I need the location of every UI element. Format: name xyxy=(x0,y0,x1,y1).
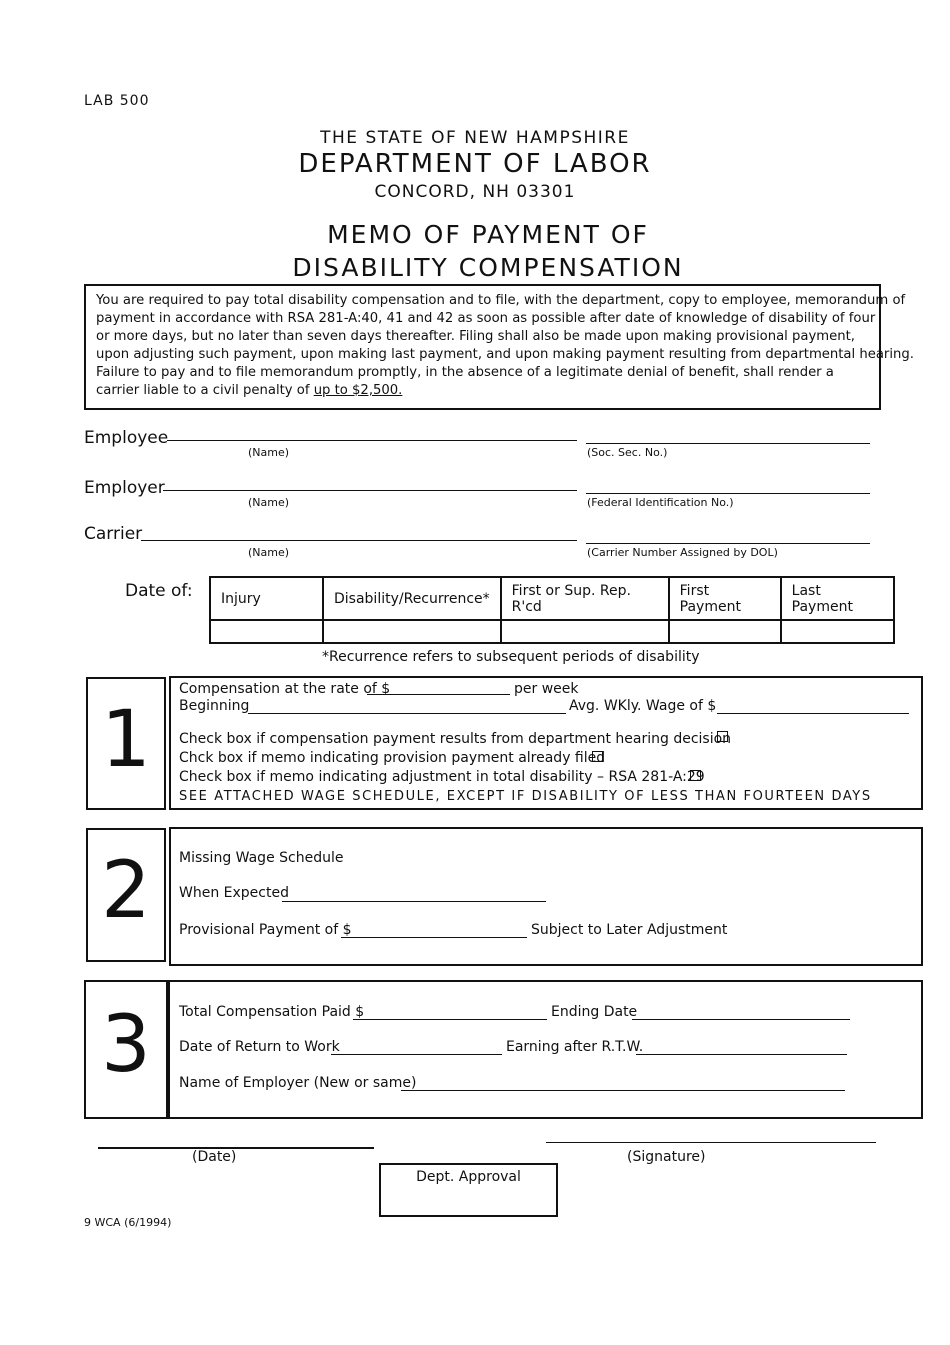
first-payment-date-cell[interactable] xyxy=(669,620,781,643)
signature-caption: (Signature) xyxy=(627,1149,706,1165)
disability-date-cell[interactable] xyxy=(323,620,501,643)
missing-wage-label: Missing Wage Schedule xyxy=(179,850,344,866)
form-id: LAB 500 xyxy=(84,93,150,109)
employee-name-field[interactable] xyxy=(167,440,577,441)
wage-schedule-note: SEE ATTACHED WAGE SCHEDULE, EXCEPT IF DISABILITY OF LESS THAN FOURTEEN DAYS xyxy=(179,789,872,804)
per-week-label: per week xyxy=(514,681,579,697)
adjustment-checkbox-label: Check box if memo indicating adjustment in total disability – RSA 281-A:29 xyxy=(179,769,705,785)
ending-date-label: Ending Date xyxy=(551,1004,638,1020)
section2-number-box xyxy=(86,828,166,962)
last-payment-date-cell[interactable] xyxy=(781,620,894,643)
notice-line: upon adjusting such payment, upon making last payment, and upon making payment resulting from departmental hearing. xyxy=(96,347,914,362)
notice-line: You are required to pay total disability compensation and to file, with the department, copy to employee, memorandum of xyxy=(96,293,906,308)
form-title-line1: MEMO OF PAYMENT OF xyxy=(327,220,649,249)
section3-number-box xyxy=(84,980,168,1119)
avg-wage-field[interactable] xyxy=(717,713,909,714)
section1-number-box xyxy=(86,677,166,810)
return-date-label: Date of Return to Work xyxy=(179,1039,340,1055)
carrier-number-caption: (Carrier Number Assigned by DOL) xyxy=(587,546,778,559)
notice-box xyxy=(84,284,914,410)
date-caption: (Date) xyxy=(192,1149,237,1165)
avg-wage-label: Avg. WKly. Wage of $ xyxy=(569,698,717,714)
notice-text: carrier liable to a civil penalty of xyxy=(96,383,314,398)
later-adjustment-label: Subject to Later Adjustment xyxy=(531,922,728,938)
dates-header-last-payment: Last Payment xyxy=(781,577,894,620)
hearing-checkbox[interactable] xyxy=(717,731,728,742)
rate-label: Compensation at the rate of $ xyxy=(179,681,391,697)
dates-header-first-payment: First Payment xyxy=(669,577,781,620)
notice-line: Failure to pay and to file memorandum promptly, in the absence of a legitimate denial of benefit, shall render a xyxy=(96,365,834,380)
signature-field[interactable] xyxy=(546,1142,876,1143)
employee-ssn-field[interactable] xyxy=(586,443,870,444)
provisional-payment-field[interactable] xyxy=(341,937,527,938)
first-report-date-cell[interactable] xyxy=(501,620,669,643)
dept-approval-label: Dept. Approval xyxy=(416,1169,521,1185)
notice-line: payment in accordance with RSA 281-A:40, 41 and 42 as soon as possible after date of knowledge of disability of four xyxy=(96,311,876,326)
form-title-line2: DISABILITY COMPENSATION xyxy=(292,253,684,282)
ssn-caption: (Soc. Sec. No.) xyxy=(587,446,668,459)
provisional-payment-label: Provisional Payment of $ xyxy=(179,922,352,938)
name-caption: (Name) xyxy=(248,546,290,559)
notice-line xyxy=(96,382,914,400)
dates-header-disability: Disability/Recurrence* xyxy=(323,577,501,620)
dept-approval-box[interactable] xyxy=(379,1163,558,1217)
department-city: CONCORD, NH 03301 xyxy=(374,182,576,202)
earning-label: Earning after R.T.W. xyxy=(506,1039,644,1055)
employee-label: Employee xyxy=(84,428,169,448)
carrier-number-field[interactable] xyxy=(586,543,870,544)
total-paid-label: Total Compensation Paid $ xyxy=(179,1004,365,1020)
provision-checkbox[interactable] xyxy=(592,751,603,762)
employer-name-field[interactable] xyxy=(163,490,577,491)
return-date-field[interactable] xyxy=(331,1054,502,1055)
section2-number: 2 xyxy=(101,846,151,936)
earning-field[interactable] xyxy=(636,1054,847,1055)
section1-number: 1 xyxy=(101,695,151,785)
recurrence-footnote: *Recurrence refers to subsequent periods of disability xyxy=(322,649,700,665)
employer-fein-field[interactable] xyxy=(586,493,870,494)
form-code: 9 WCA (6/1994) xyxy=(84,1216,172,1229)
state-name: THE STATE OF NEW HAMPSHIRE xyxy=(320,128,630,148)
new-employer-field[interactable] xyxy=(401,1090,845,1091)
dates-header-first-report: First or Sup. Rep. R'cd xyxy=(501,577,669,620)
penalty-amount: up to $2,500. xyxy=(313,383,403,398)
department-name: DEPARTMENT OF LABOR xyxy=(298,149,652,179)
dates-table xyxy=(209,576,895,644)
fein-caption: (Federal Identification No.) xyxy=(587,496,734,509)
injury-date-cell[interactable] xyxy=(210,620,323,643)
when-expected-field[interactable] xyxy=(282,901,546,902)
ending-date-field[interactable] xyxy=(632,1019,850,1020)
carrier-label: Carrier xyxy=(84,524,143,544)
provision-checkbox-label: Chck box if memo indicating provision payment already filed xyxy=(179,750,606,766)
rate-field[interactable] xyxy=(367,694,510,695)
when-expected-label: When Expected xyxy=(179,885,289,901)
name-caption: (Name) xyxy=(248,446,290,459)
name-caption: (Name) xyxy=(248,496,290,509)
notice-line: or more days, but no later than seven days thereafter. Filing shall also be made upon making provisional payment, xyxy=(96,329,855,344)
dates-label: Date of: xyxy=(125,581,193,601)
hearing-checkbox-label: Check box if compensation payment results from department hearing decision xyxy=(179,731,732,747)
beginning-field[interactable] xyxy=(248,713,566,714)
section3-number: 3 xyxy=(101,1000,151,1090)
employer-label: Employer xyxy=(84,478,165,498)
dates-header-injury: Injury xyxy=(210,577,323,620)
adjustment-checkbox[interactable] xyxy=(690,770,701,781)
carrier-name-field[interactable] xyxy=(141,540,577,541)
beginning-label: Beginning xyxy=(179,698,250,714)
new-employer-label: Name of Employer (New or same) xyxy=(179,1075,417,1091)
total-paid-field[interactable] xyxy=(353,1019,547,1020)
